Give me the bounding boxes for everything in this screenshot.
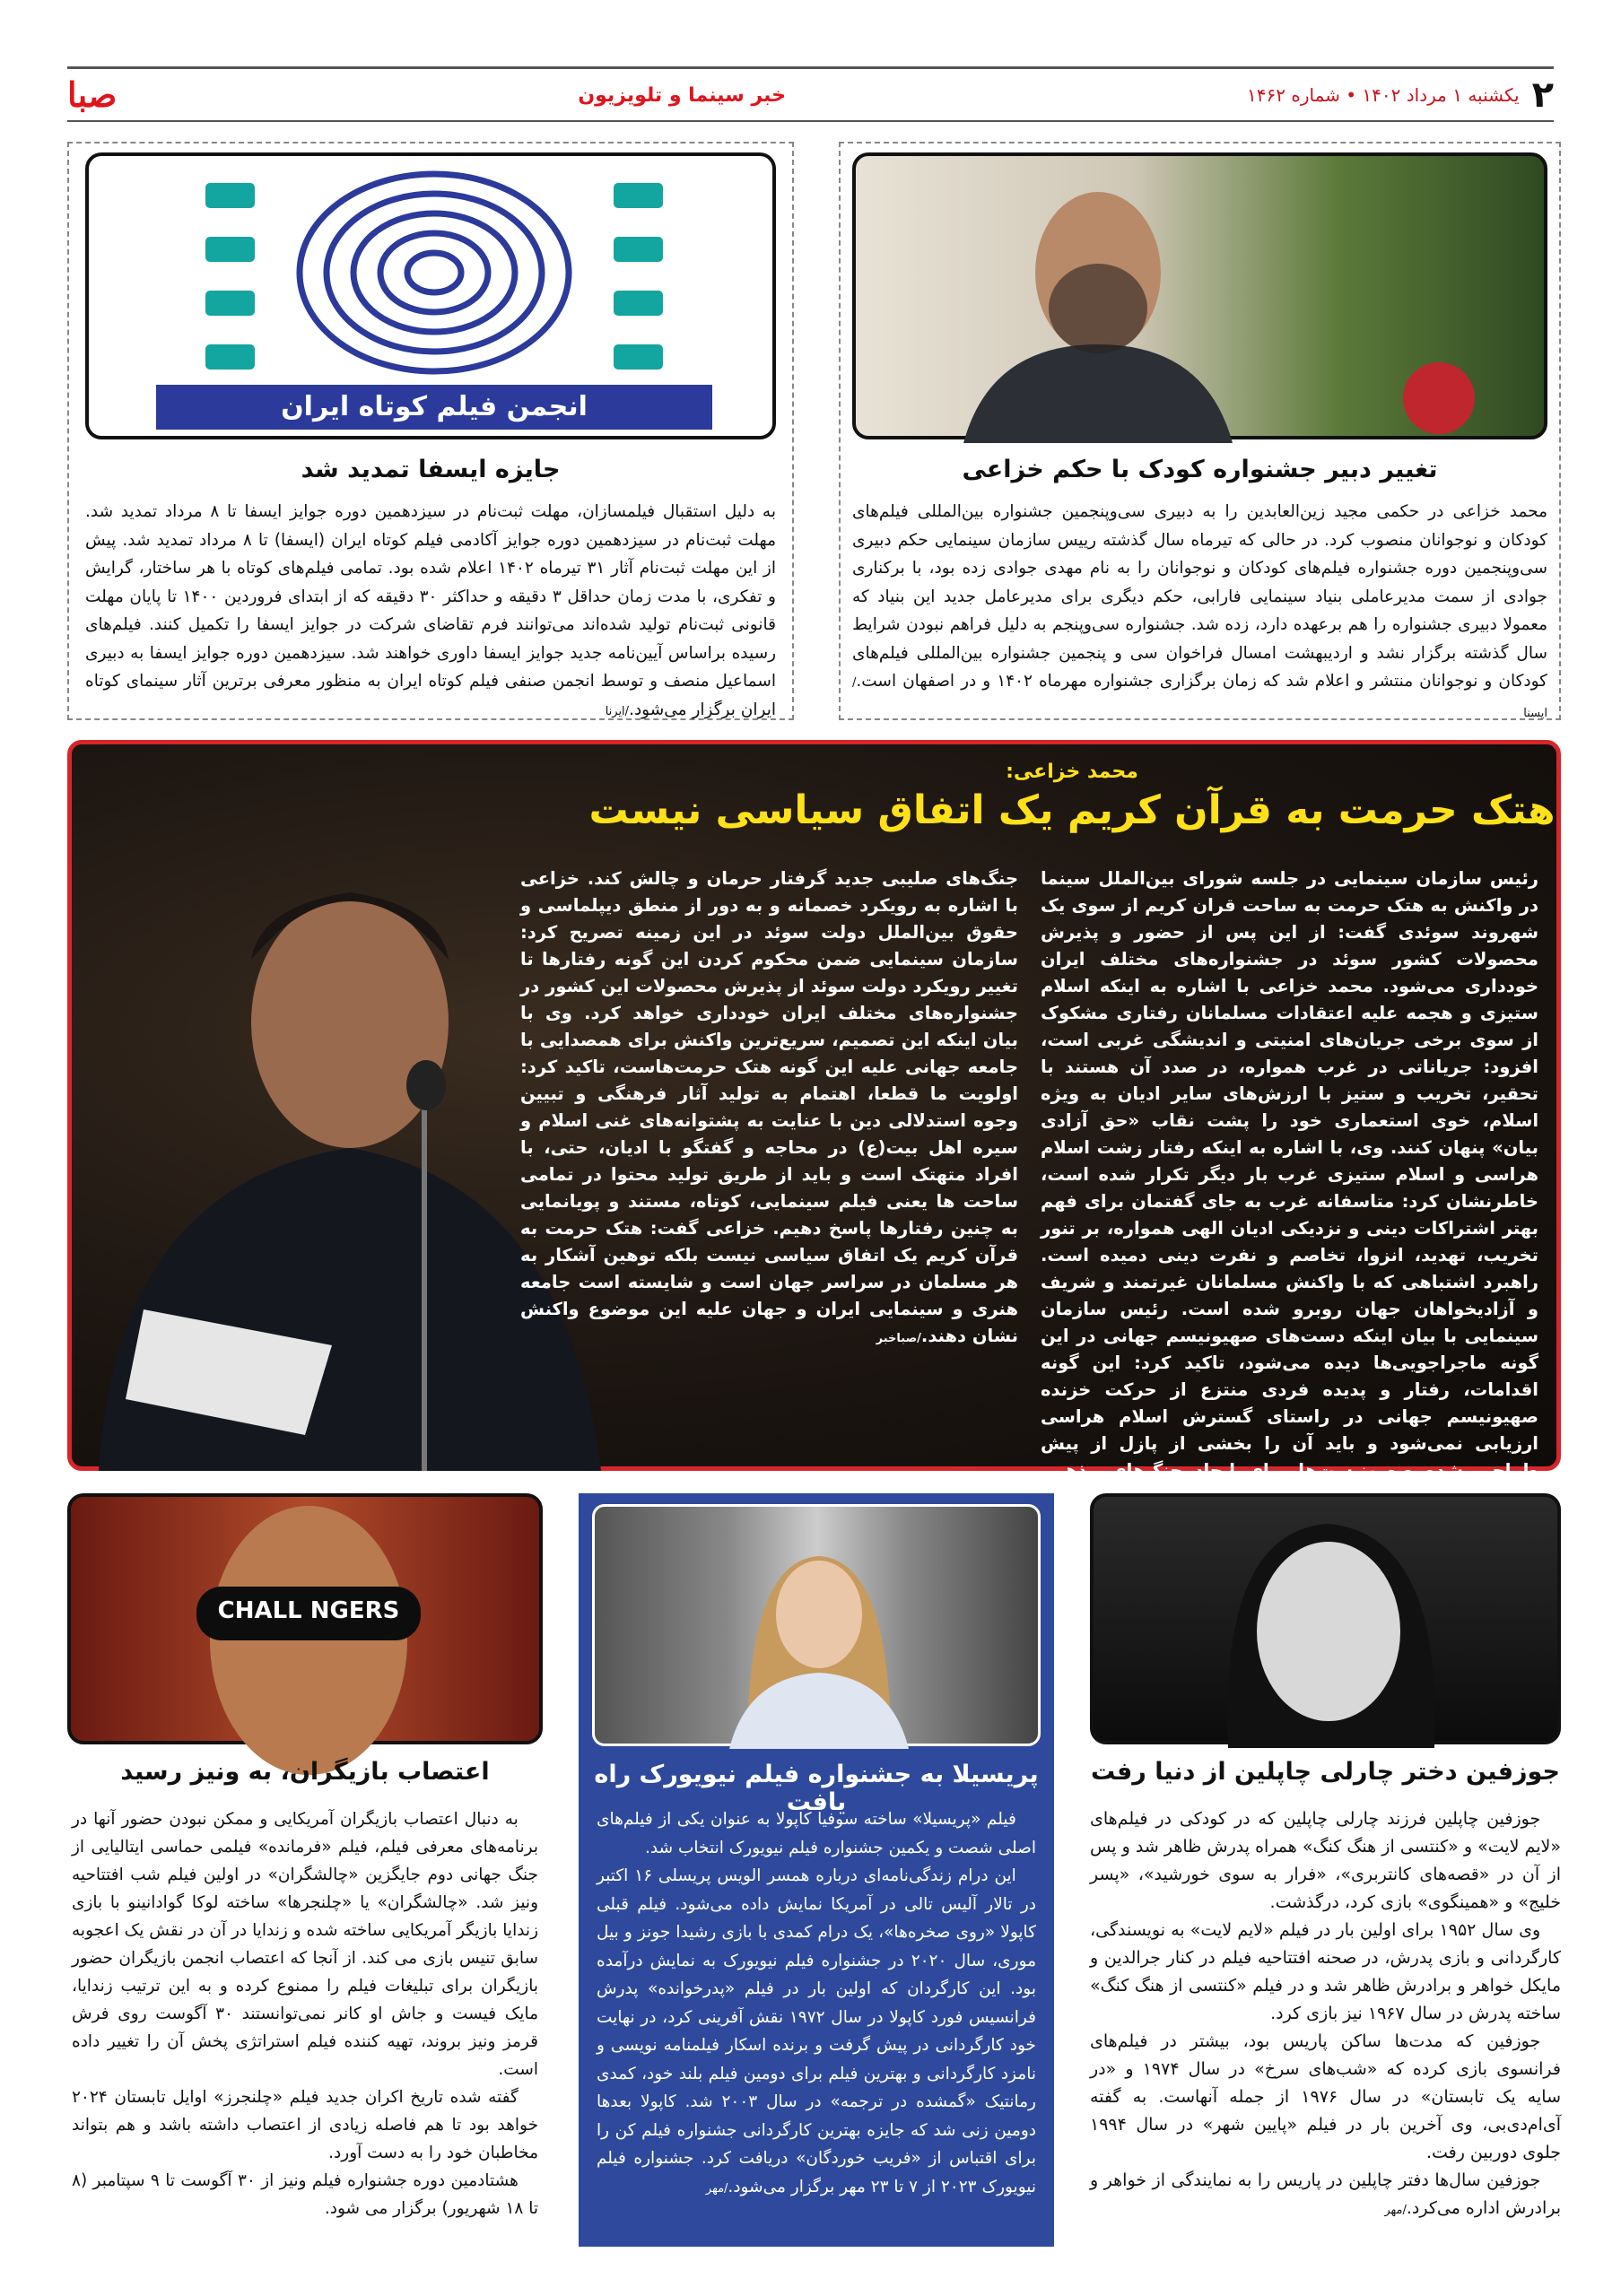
portrait-icon (595, 1507, 1043, 1749)
josephine-chaplin-photo (1090, 1493, 1561, 1744)
feature-kicker: محمد خزاعی: (1006, 761, 1138, 783)
paragraph-text: این درام زندگی‌نامه‌ای درباره همسر الویس پریسلی ۱۶ اکتبر در تالار آلیس تالی در آمریکا نمایش داده می‌شود. فیلم قبلی کاپولا «روی صخره‌ها»، یک درام کمدی با بازی رشیدا جونز و بیل موری، سال ۲۰۲۰ در جشنواره فیلم نیویورک به نمایش درآمده بود. این کارگردان که اولین بار در فیلم «پدرخوانده» پدرش فرانسیس فورد کاپولا در سال ۱۹۷۲ نقش آفرینی کرد، در نهایت خود کارگردانی در پیش گرفت و برنده اسکار فیلمنامه نویسی و نامزد کارگردانی و بهترین فیلم برای دومین فیلم بلند خود، کمدی رمانتیک «گمشده در ترجمه» در سال ۲۰۰۳ شد. کاپولا بعدها دومین زنی شد که جایزه بهترین کارگردانی جشنواره فیلم کن را برای اقتباس از «فریب خوردگان» دریافت کرد. جشنواره فیلم نیویورک ۲۰۲۳ از ۷ تا ۲۳ مهر برگزار می‌شود. (597, 1866, 1036, 2196)
article-isfa-title: جایزه ایسفا تمدید شد (301, 456, 561, 483)
article-kodak-source: /ایسنا (852, 676, 1547, 720)
paragraph: وی سال ۱۹۵۲ برای اولین بار در فیلم «لایم لایت» به نویسندگی، کارگردانی و بازی پدرش، در صحنه افتتاحیه فیلم در کنار جرالدین و مایکل خواهر و برادرش ظاهر شد و در فیلم «کنتسی از هنگ کنگ» ساخته پدرش در سال ۱۹۶۷ نیز بازی کرد. (1090, 1920, 1561, 2023)
header-dateline-group (1247, 74, 1554, 116)
poster-title-text: CHALL NGERS (217, 1597, 400, 1624)
challengers-poster (67, 1493, 543, 1744)
article-priscilla-box (579, 1493, 1054, 2247)
paragraph: جوزفین چاپلین فرزند چارلی چاپلین که در کودکی در فیلم‌های «لایم لایت» و «کنتسی از هنگ کنگ» همراه پدرش ظاهر شد و پس از آن در «قصه‌های کانتربری»، «فرار به سوی خورشید»، «پسر خلیج» و «همینگوی» بازی کرد، درگذشت. (1090, 1809, 1561, 1912)
sofia-coppola-photo (592, 1504, 1041, 1746)
article-kodak-text: محمد خزاعی در حکمی مجید زین‌العابدین را به دبیری سی‌وپنجمین جشنواره بین‌المللی فیلم‌های کودکان و نوجوانان منصوب کرد. در حالی که تیرماه سال گذشته رییس سازمان سینمایی حکم دبیری سی‌وپنجمین دوره جشنواره فیلم‌های کودکان و نوجوانان را به نام مهدی جوادی زده بود، با برکناری جوادی از سمت مدیرعاملی بنیاد سینمایی فارابی، حکم دیگری برای مدیرعامل جدید این بنیاد که معمولا دبیری جشنواره را هم برعهده دارد، زده شد. جشنواره سی‌وپنجم به دلیل فراهم نبودن شرایط سال گذشته برگزار نشد و اردیبهشت امسال فراخوان سی و پنجمین جشنواره بین‌المللی فیلم‌های کودکان و نوجوانان منتشر و اعلام شد که زمان برگزاری جشنواره مهرماه ۱۴۰۲ و در اصفهان است. (852, 502, 1547, 691)
article-isfa-body (85, 498, 776, 726)
article-isfa-text: به دلیل استقبال فیلمسازان، مهلت ثبت‌نام در سیزدهمین دوره جوایز ایسفا تا ۸ مرداد تمدید شد. مهلت ثبت‌نام در سیزدهمین دوره جوایز آکادمی فیلم کوتاه ایران (ایسفا) تا ۸ مرداد تمدید شد. پیش از این مهلت ثبت‌نام آثار ۳۱ تیرماه ۱۴۰۲ اعلام شده بود. تمامی فیلم‌های کوتاه با هر ساختار، گرایش و تفکری، با مدت زمان حداقل ۳ دقیقه و حداکثر ۳۰ دقیقه که از ابتدای فروردین ۱۴۰۰ تا پایان مهلت قانونی ثبت‌نام تولید شده‌اند می‌توانند فرم تقاضای شرکت در جوایز ایسفا را تکمیل کنند. فیلم‌های رسیده براساس آیین‌نامه جدید جوایز ایسفا داوری خواهند شد. سیزدهمین دوره جوایز ایسفا به دبیری اسماعیل منصف و توسط انجمن صنفی فیلم کوتاه ایران به منظور معرفی برترین آثار سینمای کوتاه ایران برگزار می‌شود. (85, 502, 776, 719)
paragraph: فیلم «پریسیلا» ساخته سوفیا کاپولا به عنوان یکی از فیلم‌های اصلی شصت و یکمین جشنواره فیلم نیویورک انتخاب شد. (597, 1810, 1036, 1857)
article-venice-title: اعتصاب بازیگران، به ونیز رسید (120, 1758, 490, 1786)
article-kodak-body (852, 498, 1547, 727)
feature-column-right: رئیس سازمان سینمایی در جلسه شورای بین‌الملل سینما در واکنش به هتک حرمت به ساحت قران کریم از سوی یک شهروند سوئدی گفت: از این پس از حضور و پذیرش محصولات کشور سوئد در جشنواره‌های مختلف ایران خودداری می‌شود. محمد خزاعی با اشاره به اینکه اسلام ستیزی و هجمه علیه اعتقادات مسلمانان رفتاری مشکوک از سوی برخی جریان‌های امنیتی و اندیشگی غربی است، افزود: جریاناتی در غرب همواره، در صدد آن هستند با تحقیر، تخریب و ستیز با ارزش‌های سایر ادیان به ویژه اسلام، خوی استعماری خود را پشت نقاب «حق آزادی بیان» پنهان کنند. وی، با اشاره به اینکه رفتار زشت اسلام هراسی و اسلام ستیزی غرب بار دیگر تکرار شده است، خاطرنشان کرد: متاسفانه غرب به جای گفتمان برای فهم بهتر اشتراکات دینی و نزدیکی ادیان الهی همواره، بر تنور تخریب، تهدید، انزوا، تخاصم و نفرت دینی دمیده است. راهبرد اشتباهی که با واکنش مسلمانان غیرتمند و شریف و آزادیخواهان جهان روبرو شده است. رئیس سازمان سینمایی با بیان اینکه دست‌های صهیونیسم جهانی در این گونه ماجراجویی‌ها دیده می‌شود، تاکید کرد: این گونه اقدامات، رفتار و پدیده فردی منتزع از حرکت خزنده صهیونیسم جهانی در راستای گسترش اسلام هراسی ارزیابی نمی‌شود و باید آن را بخشی از پازل از پیش طراحی شده صهیونیست‌ها برای ایجاد جنگ‌های مذهبی قرن (1041, 868, 1538, 1508)
feature-column-left (520, 865, 1018, 1352)
paragraph: هشتادمین دوره جشنواره فیلم ونیز از ۳۰ آگوست تا ۹ سپتامبر (۸ تا ۱۸ شهریور) برگزار می شود. (72, 2171, 538, 2218)
person-silhouette-icon (856, 156, 1551, 443)
paragraph (597, 1862, 1036, 2203)
article-priscilla-source: /مهر (705, 2181, 728, 2196)
paragraph: گفته شده تاریخ اکران جدید فیلم «چلنجرز» اوایل تابستان ۲۰۲۴ خواهد بود تا هم فاصله زیادی از اعتصاب داشته باشد و هم بتواند مخاطبان خود را به دست آورد. (72, 2088, 538, 2162)
article-kodak-title: تغییر دبیر جشنواره کودک با حکم خزاعی (962, 456, 1438, 483)
khazaei-portrait-photo (852, 152, 1547, 439)
feature-title: هتک حرمت به قرآن کریم یک اتفاق سیاسی نیست (588, 787, 1556, 833)
portrait-bw-icon (1094, 1497, 1564, 1748)
article-chaplin-body (1090, 1805, 1561, 2224)
article-priscilla-body (597, 1805, 1036, 2203)
feature-source: /صباخبر (876, 1332, 921, 1345)
article-venice-body (72, 1805, 538, 2222)
feature-column-left-text: جنگ‌های صلیبی جدید گرفتار حرمان و چالش کند. خزاعی با اشاره به رویکرد خصمانه و به دور از منطق دیپلماسی و حقوق بین‌الملل دولت سوئد در این زمینه تصریح کرد: سازمان سینمایی ضمن محکوم کردن این گونه رفتارها تا تغییر رویکرد دولت سوئد از پذیرش محصولات این کشور در جشنواره‌های مختلف ایران خودداری خواهد کرد. وی با بیان اینکه این تصمیم، سریع‌ترین واکنش برای همصدایی با جامعه جهانی علیه این گونه هتک حرمت‌هاست، تاکید کرد: اولویت ما قطعا، اهتمام به تولید آثار فرهنگی و تبیین وجوه استدلالی دین با عنایت به پشتوانه‌های غنی اسلام و سیره اهل بیت(ع) در محاجه و گفتگو با ادیان، حتی، با افراد متهتک است و باید از طریق تولید محتوا در تمامی ساحت ها یعنی فیلم سینمایی، کوتاه، مستند و پویانمایی به چنین رفتارها پاسخ دهیم. خزاعی گفت: هتک حرمت به قرآن کریم یک اتفاق سیاسی نیست بلکه توهین آشکار به هر مسلمان در سراسر جهان است و شایسته است جامعه هنری و سینمایی ایران و جهان علیه این موضوع واکنش نشان دهند. (520, 868, 1018, 1346)
article-chaplin-title: جوزفین دختر چارلی چاپلین از دنیا رفت (1091, 1758, 1560, 1786)
isfa-logo-image (85, 152, 776, 439)
newspaper-logo: صبا (67, 74, 118, 115)
paragraph (1090, 2167, 1561, 2224)
article-isfa-source: /ایرنا (605, 704, 630, 718)
page-header (67, 72, 1554, 118)
page-number: ۲ (1531, 74, 1554, 116)
paragraph: جوزفین که مدت‌ها ساکن پاریس بود، بیشتر در فیلم‌های فرانسوی بازی کرده که «شب‌های سرخ» در سال ۱۹۷۴ و «در سایه یک تابستان» در سال ۱۹۷۶ از جمله آنهاست. به گفته آی‌ام‌دی‌بی، وی آخرین بار در فیلم «پایین شهر» در سال ۱۹۹۴ جلوی دوربین رفت. (1090, 2031, 1561, 2162)
article-chaplin-source: /مهر (1384, 2204, 1407, 2217)
issue-date: یکشنبه ۱ مرداد ۱۴۰۲ • شماره ۱۴۶۲ (1247, 84, 1520, 106)
feature-article-box (67, 740, 1561, 1508)
header-rule-bottom (67, 120, 1554, 122)
section-title: خبر سینما و تلویزیون (578, 83, 786, 107)
header-rule-top (67, 66, 1554, 69)
isfa-logo-text: انجمن فیلم کوتاه ایران (281, 391, 588, 422)
paragraph: به دنبال اعتصاب بازیگران آمریکایی و ممکن نبودن حضور آنها در برنامه‌های معرفی فیلم، فیلم «فرمانده» فیلمی حماسی ایتالیایی از جنگ جهانی دوم جایگزین «چالشگران» در اولین فیلم شب افتتاحیه ونیز شد. «چالشگران» یا «چلنجرها» ساخته لوکا گوادانینو با بازی زندایا بازیگر آمریکایی ساخته شده و زندایا در آن در نقش یک اعجوبه سابق تنیس بازی می کند. از آنجا که اعتصاب انجمن بازیگران حضور بازیگران برای تبلیغات فیلم را ممنوع کرده و به این ترتیب زندایا، مایک فیست و جاش او کانر نمی‌توانستند ۳۰ آگوست روی فرش قرمز ونیز بروند، تهیه کننده فیلم استراتژی پخش آن را تغییر داده است. (72, 1810, 538, 2079)
paragraph-text: جوزفین سال‌ها دفتر چاپلین در پاریس را به نمایندگی از خواهر و برادرش اداره می‌کرد. (1090, 2170, 1561, 2218)
article-priscilla-title: پریسیلا به جشنواره فیلم نیویورک راه یافت (594, 1761, 1039, 1816)
